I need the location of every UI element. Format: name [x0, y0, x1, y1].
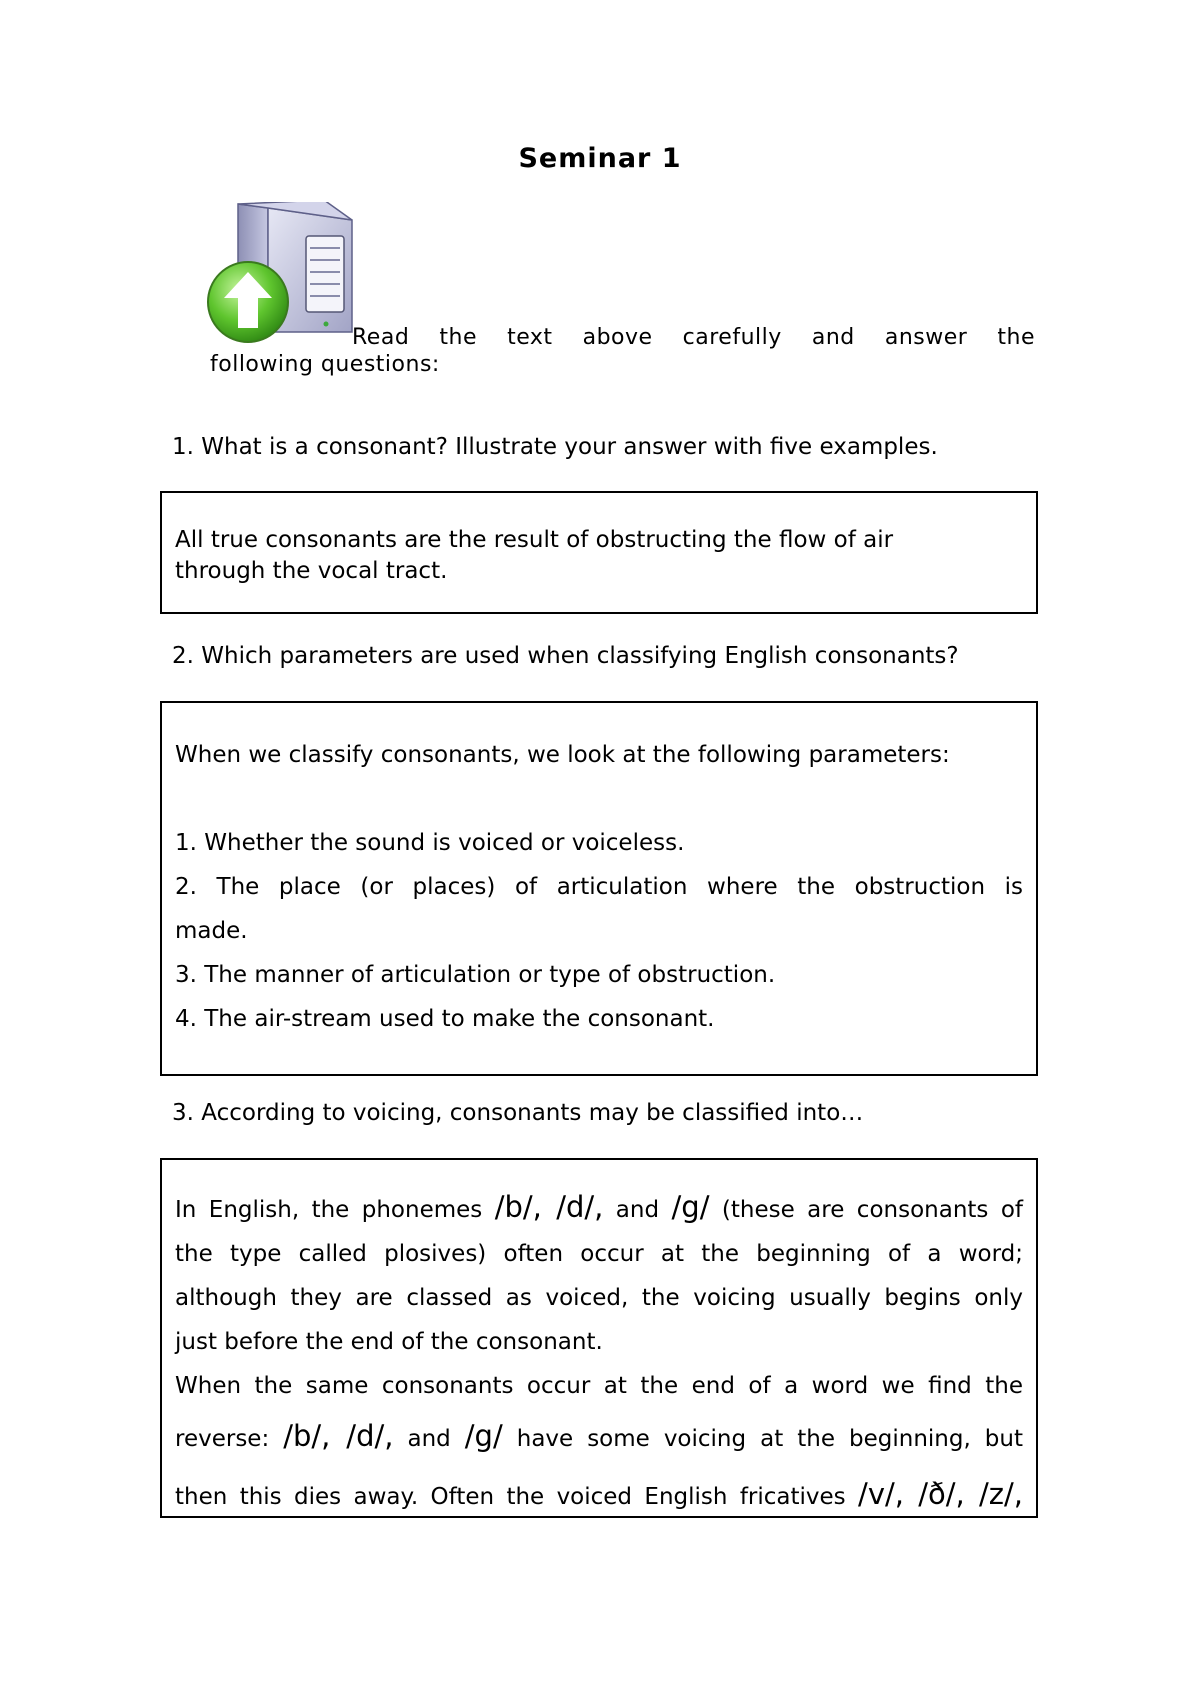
instruction-line-1: Read the text above carefully and answer the [352, 325, 1035, 350]
answer-2-intro: When we classify consonants, we look at the following parameters: [175, 742, 950, 768]
phoneme-symbols: /g/ [671, 1190, 710, 1224]
answer-3-line: In English, the phonemes /b/, /d/, and /g/ (these are consonants of [175, 1190, 1023, 1224]
answer-box-2 [160, 701, 1038, 1076]
question-1: 1. What is a consonant? Illustrate your answer with five examples. [172, 434, 938, 460]
parameter-item: 3. The manner of articulation or type of obstruction. [175, 962, 776, 988]
phoneme-symbols: /b/, /d/, [283, 1419, 394, 1453]
parameter-item: 2. The place (or places) of articulation where the obstruction is [175, 874, 1023, 900]
server-upload-icon [206, 202, 354, 350]
answer-3-line: although they are classed as voiced, the voicing usually begins only [175, 1285, 1023, 1311]
question-3: 3. According to voicing, consonants may be classified into… [172, 1100, 864, 1126]
answer-1-line: All true consonants are the result of obstructing the flow of air [175, 527, 894, 553]
answer-3-line: the type called plosives) often occur at the beginning of a word; [175, 1241, 1023, 1267]
answer-box-1 [160, 491, 1038, 614]
question-2: 2. Which parameters are used when classifying English consonants? [172, 643, 959, 669]
answer-3-line: just before the end of the consonant. [175, 1329, 603, 1355]
answer-3-line: When the same consonants occur at the end of a word we find the [175, 1373, 1023, 1399]
phoneme-symbols: /v/, /ð/, /z/, [858, 1477, 1024, 1511]
blank-line [175, 777, 1023, 821]
parameter-item-continued: made. [175, 918, 248, 944]
answer-box-3 [160, 1158, 1038, 1518]
instruction-line-2: following questions: [210, 352, 440, 377]
parameter-item: 4. The air-stream used to make the consonant. [175, 1006, 715, 1032]
answer-3-line: reverse: /b/, /d/, and /g/ have some voicing at the beginning, but [175, 1419, 1023, 1453]
page-title: Seminar 1 [518, 143, 682, 174]
parameter-item: 1. Whether the sound is voiced or voiceless. [175, 830, 685, 856]
phoneme-symbols: /g/ [464, 1419, 503, 1453]
phoneme-symbols: /b/, /d/, [494, 1190, 604, 1224]
answer-1-line: through the vocal tract. [175, 558, 448, 584]
answer-3-line: then this dies away. Often the voiced English fricatives /v/, /ð/, /z/, [175, 1477, 1024, 1511]
